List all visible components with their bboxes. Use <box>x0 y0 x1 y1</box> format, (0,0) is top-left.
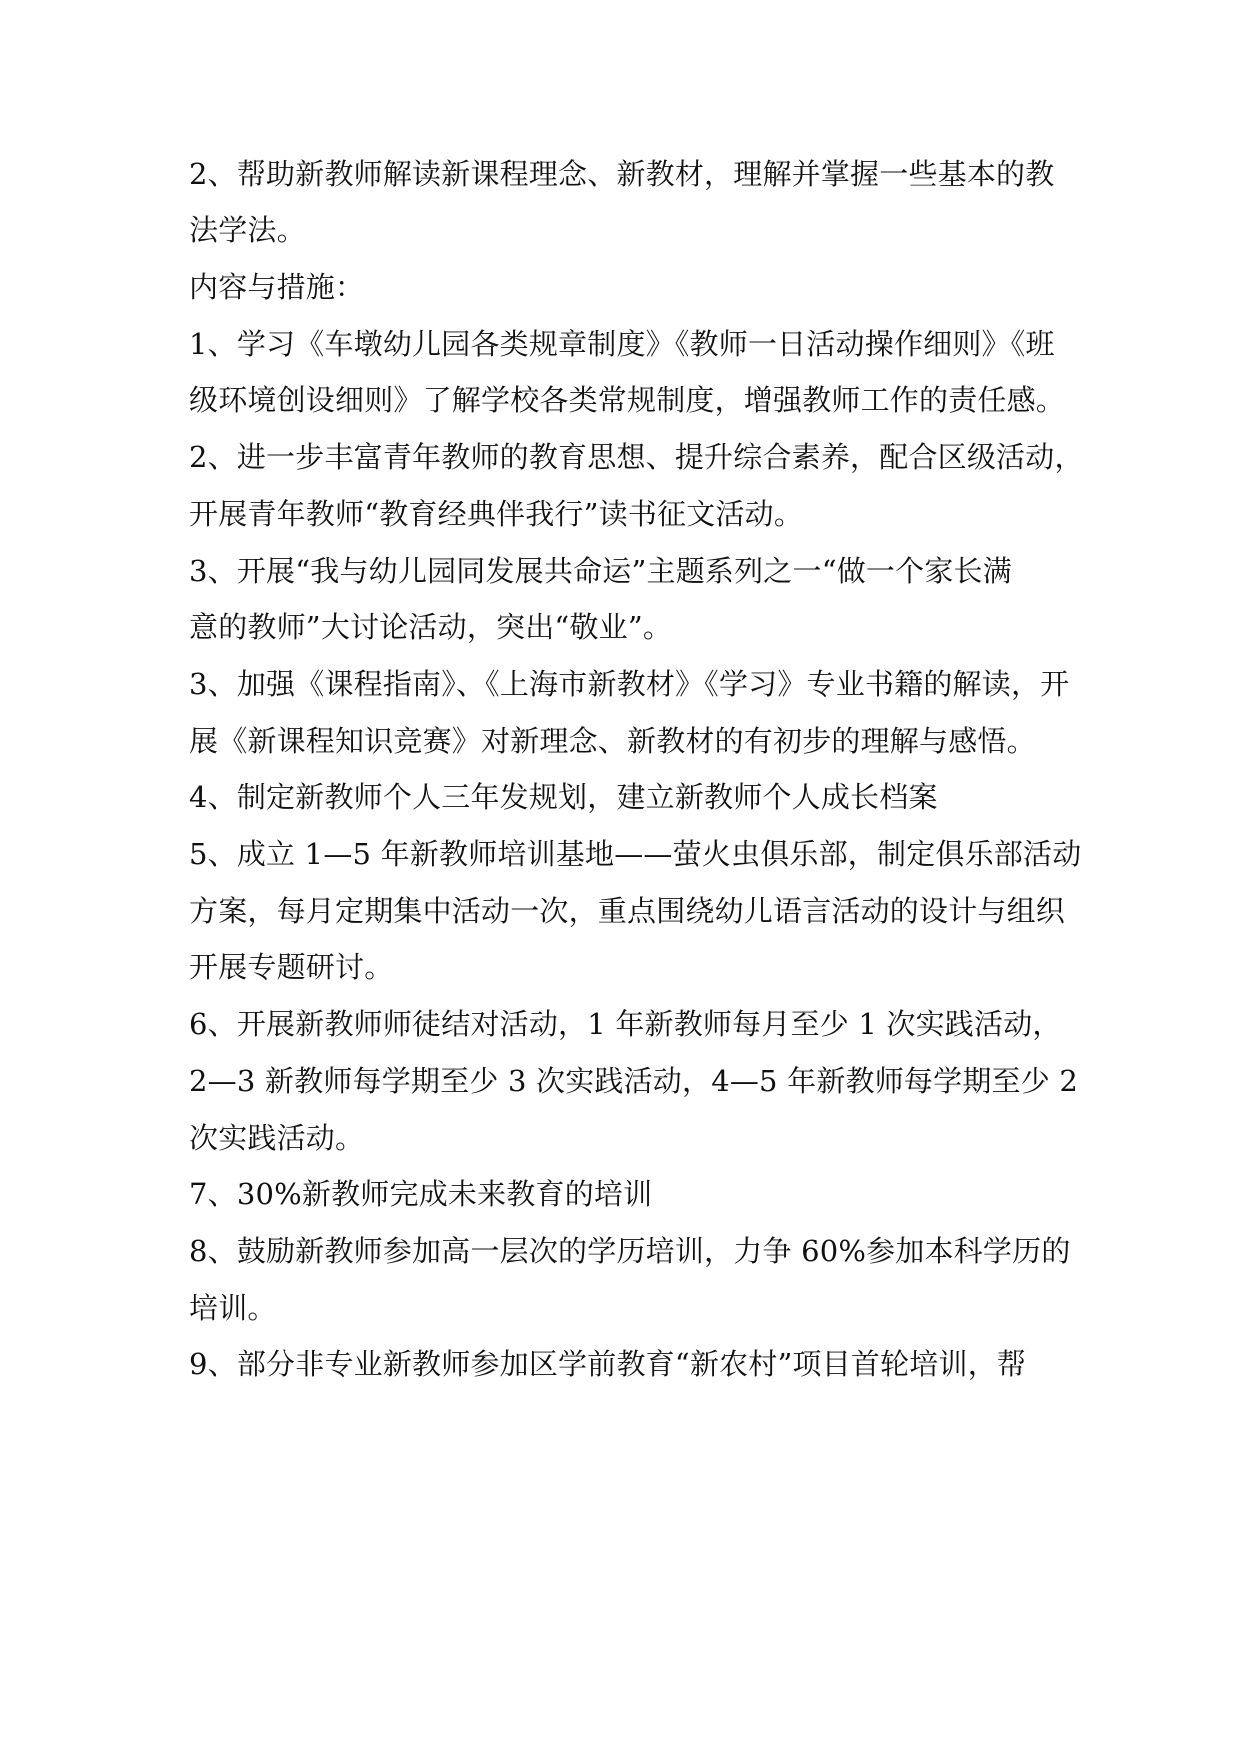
text-line: 8、鼓励新教师参加高一层次的学历培训，力争 60%参加本科学历的 <box>189 1234 1071 1268</box>
text-line: 2、帮助新教师解读新课程理念、新教材，理解并掌握一些基本的教 <box>189 157 1055 191</box>
text-line: 1、学习《车墩幼儿园各类规章制度》《教师一日活动操作细则》《班 <box>189 327 1055 361</box>
text-line: 3、加强《课程指南》、《上海市新教材》《学习》专业书籍的解读，开 <box>189 667 1070 701</box>
text-line: 3、开展“我与幼儿园同发展共命运”主题系列之一“做一个家长满 <box>189 554 1012 588</box>
text-line: 级环境创设细则》了解学校各类常规制度，增强教师工作的责任感。 <box>189 383 1066 417</box>
text-line: 法学法。 <box>189 213 306 247</box>
text-line: 展《新课程知识竞赛》对新理念、新教材的有初步的理解与感悟。 <box>189 724 1036 758</box>
text-line: 培训。 <box>189 1291 277 1325</box>
text-line: 2、进一步丰富青年教师的教育思想、提升综合素养，配合区级活动， <box>189 440 1084 474</box>
text-line: 5、成立 1—5 年新教师培训基地——萤火虫俱乐部，制定俱乐部活动 <box>189 837 1082 871</box>
text-line: 开展专题研讨。 <box>189 950 394 984</box>
text-line: 7、30%新教师完成未来教育的培训 <box>189 1177 653 1211</box>
text-line: 次实践活动。 <box>189 1121 365 1155</box>
text-line: 4、制定新教师个人三年发规划，建立新教师个人成长档案 <box>189 780 938 814</box>
text-line: 2—3 新教师每学期至少 3 次实践活动，4—5 年新教师每学期至少 2 <box>189 1064 1078 1098</box>
text-line: 9、部分非专业新教师参加区学前教育“新农村”项目首轮培训，帮 <box>189 1347 1027 1381</box>
text-line: 内容与措施： <box>189 270 365 304</box>
text-line: 意的教师”大讨论活动，突出“敬业”。 <box>189 610 673 644</box>
text-line: 6、开展新教师师徒结对活动，1 年新教师每月至少 1 次实践活动， <box>189 1007 1062 1041</box>
text-line: 开展青年教师“教育经典伴我行”读书征文活动。 <box>189 497 804 531</box>
text-line: 方案，每月定期集中活动一次，重点围绕幼儿语言活动的设计与组织 <box>189 894 1066 928</box>
